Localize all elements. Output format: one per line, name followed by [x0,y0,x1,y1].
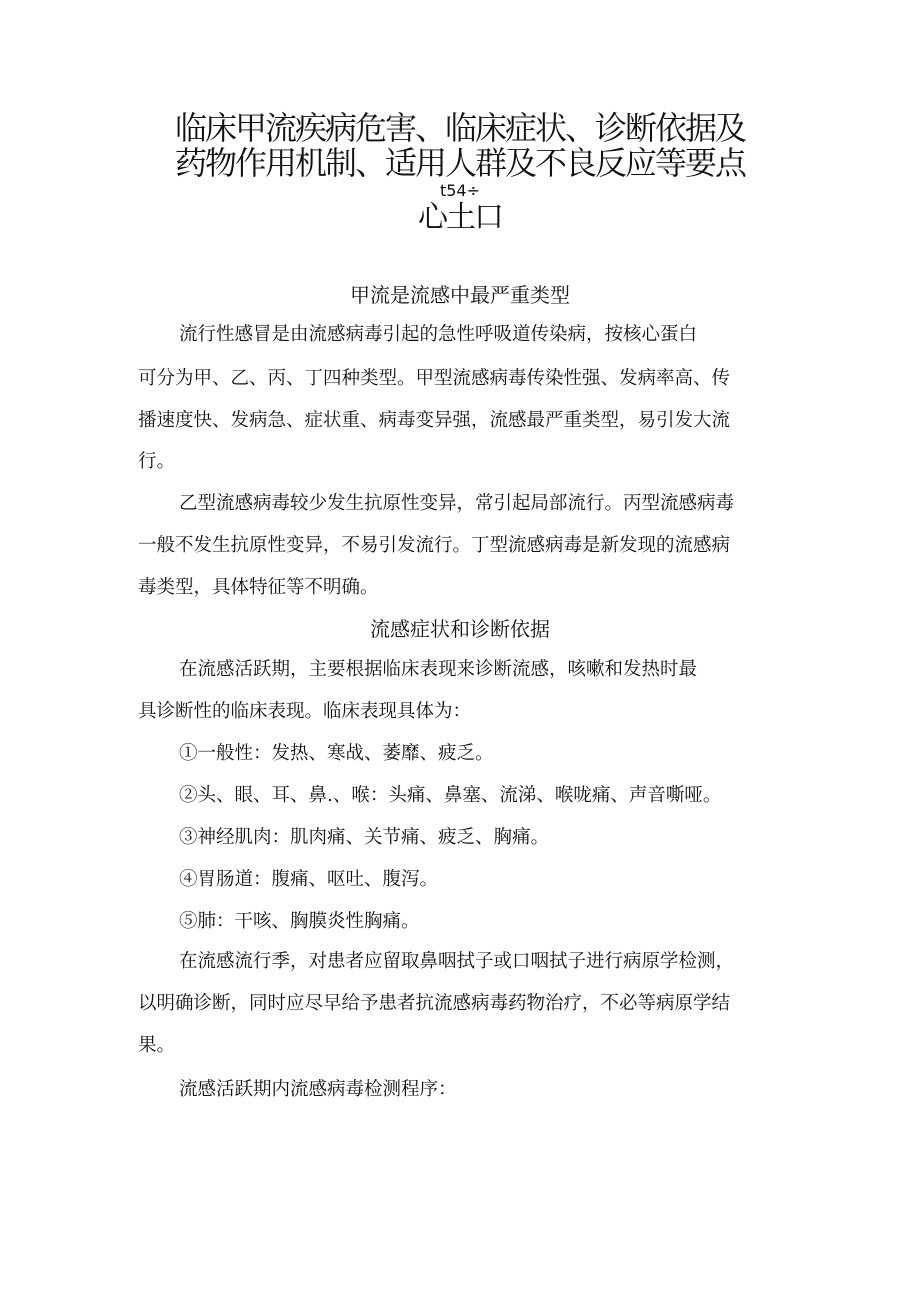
list-item: ②头、眼、耳、鼻.、喉：头痛、鼻塞、流涕、喉咙痛、声音嘶哑。 [179,785,722,806]
paragraph-line: 在流感流行季，对患者应留取鼻咽拭子或口咽拭子进行病原学检测， [179,951,735,972]
paragraph-line: 播速度快、发病急、症状重、病毒变异强，流感最严重类型，易引发大流 [138,410,731,431]
paragraph-line: 一般不发生抗原性变异，不易引发流行。丁型流感病毒是新发现的流感病 [138,535,731,556]
paragraph-line: 具诊断性的临床表现。临床表现具体为： [138,701,472,722]
paragraph-line: 在流感活跃期，主要根据临床表现来诊断流感，咳嗽和发热时最 [179,659,698,680]
paragraph-line: 流行性感冒是由流感病毒引起的急性呼吸道传染病，按核心蛋白 [179,324,698,345]
document-title-line-2: 药物作用机制、适用人群及不良反应等要点 [174,144,745,182]
section-heading-symptoms-diagnosis: 流感症状和诊断依据 [370,617,550,641]
document-title-line-3: 心土口 [418,200,502,235]
section-heading-flu-a: 甲流是流感中最严重类型 [350,283,570,307]
paragraph-line: 流感活跃期内流感病毒检测程序： [179,1079,457,1100]
list-item: ③神经肌肉：肌肉痛、关节痛、疲乏、胸痛。 [179,827,550,848]
paragraph-line: 以明确诊断，同时应尽早给予患者抗流感病毒药物治疗，不必等病原学结 [138,993,731,1014]
paragraph-line: 毒类型，具体特征等不明确。 [138,577,379,598]
list-item: ④胃肠道：腹痛、呕吐、腹泻。 [179,869,439,890]
paragraph-line: 果。 [138,1035,176,1056]
paragraph-line: 行。 [138,451,176,472]
document-title-line-1: 临床甲流疾病危害、临床症状、诊断依据及 [174,109,745,147]
list-item: ①一般性：发热、寒战、萎靡、疲乏。 [179,743,494,764]
paragraph-line: 可分为甲、乙、丙、丁四种类型。甲型流感病毒传染性强、发病率高、传 [138,368,731,389]
title-small-mark: t54÷ [439,181,481,200]
list-item: ⑤肺：干咳、胸膜炎性胸痛。 [179,911,420,932]
paragraph-line: 乙型流感病毒较少发生抗原性变异，常引起局部流行。丙型流感病毒 [179,493,735,514]
